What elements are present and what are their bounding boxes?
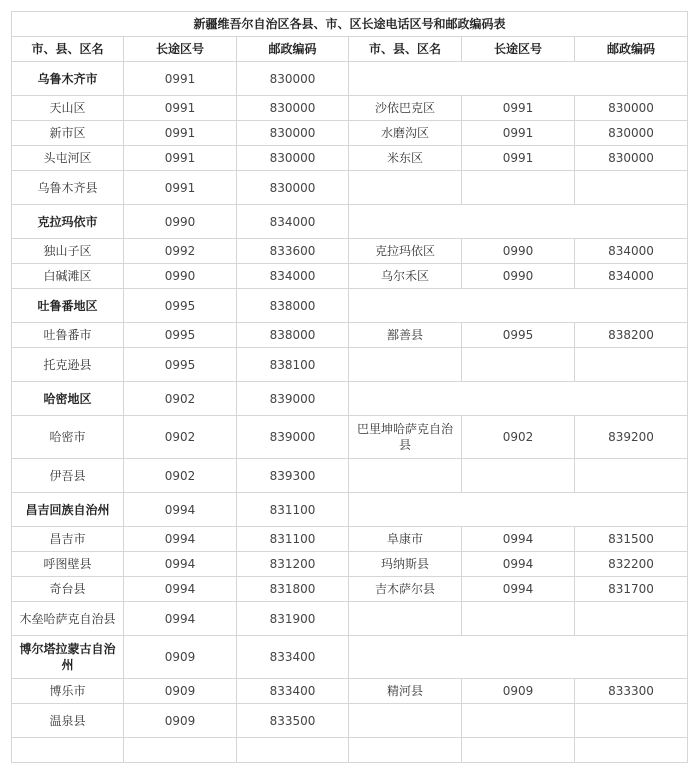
postal-code: 833300 <box>575 679 688 704</box>
area-code <box>462 704 575 738</box>
area-code <box>462 459 575 493</box>
table-row <box>12 577 688 602</box>
district-name: 温泉县 <box>12 704 124 738</box>
area-code: 0990 <box>462 239 575 264</box>
area-code: 0995 <box>124 348 237 382</box>
table-row <box>12 323 688 348</box>
district-name: 吐鲁番市 <box>12 323 124 348</box>
postal-code: 834000 <box>237 205 349 239</box>
district-name: 水磨沟区 <box>349 121 462 146</box>
table-row <box>12 171 688 205</box>
area-code <box>462 738 575 763</box>
table-row <box>12 459 688 493</box>
district-name <box>349 602 462 636</box>
area-code: 0991 <box>124 62 237 96</box>
postal-code <box>575 704 688 738</box>
postal-code <box>575 171 688 205</box>
district-name: 伊吾县 <box>12 459 124 493</box>
postal-code: 833400 <box>237 679 349 704</box>
district-name: 昌吉市 <box>12 527 124 552</box>
table-row <box>12 264 688 289</box>
table-row <box>12 416 688 459</box>
postal-code <box>575 738 688 763</box>
table-row <box>12 146 688 171</box>
postal-code: 830000 <box>237 146 349 171</box>
district-name: 巴里坤哈萨克自治县 <box>349 416 462 459</box>
table-title: 新疆维吾尔自治区各县、市、区长途电话区号和邮政编码表 <box>12 12 688 37</box>
district-name: 白碱滩区 <box>12 264 124 289</box>
area-code: 0994 <box>124 493 237 527</box>
area-code: 0995 <box>462 323 575 348</box>
district-name <box>349 348 462 382</box>
table-row <box>12 348 688 382</box>
area-code <box>124 738 237 763</box>
postal-code: 831200 <box>237 552 349 577</box>
postal-code: 831100 <box>237 527 349 552</box>
district-name: 阜康市 <box>349 527 462 552</box>
district-name: 呼图壁县 <box>12 552 124 577</box>
postal-code: 830000 <box>237 121 349 146</box>
postal-code: 838000 <box>237 289 349 323</box>
empty-cell <box>349 62 688 96</box>
postal-code: 830000 <box>237 171 349 205</box>
district-name: 新市区 <box>12 121 124 146</box>
table-row <box>12 602 688 636</box>
area-code: 0991 <box>462 146 575 171</box>
postal-code: 831500 <box>575 527 688 552</box>
district-name: 鄯善县 <box>349 323 462 348</box>
area-code <box>462 348 575 382</box>
region-name: 博尔塔拉蒙古自治州 <box>12 636 124 679</box>
header-postal-code-right: 邮政编码 <box>575 37 688 62</box>
postal-code: 838100 <box>237 348 349 382</box>
district-name <box>12 738 124 763</box>
empty-cell <box>349 636 688 679</box>
table-row <box>12 738 688 763</box>
postal-code <box>575 602 688 636</box>
area-code: 0902 <box>124 416 237 459</box>
area-code: 0990 <box>462 264 575 289</box>
region-name: 克拉玛依市 <box>12 205 124 239</box>
table-row <box>12 121 688 146</box>
district-name: 博乐市 <box>12 679 124 704</box>
postal-code: 830000 <box>237 96 349 121</box>
area-code: 0991 <box>124 171 237 205</box>
area-code: 0994 <box>462 527 575 552</box>
postal-code: 834000 <box>237 264 349 289</box>
table-row <box>12 96 688 121</box>
region-row <box>12 636 688 679</box>
area-code: 0990 <box>124 205 237 239</box>
district-name <box>349 738 462 763</box>
area-code: 0909 <box>124 679 237 704</box>
district-name: 沙依巴克区 <box>349 96 462 121</box>
district-name: 托克逊县 <box>12 348 124 382</box>
area-code: 0994 <box>124 527 237 552</box>
district-name: 头屯河区 <box>12 146 124 171</box>
area-code: 0902 <box>124 382 237 416</box>
postal-code: 839300 <box>237 459 349 493</box>
postal-code: 838200 <box>575 323 688 348</box>
header-postal-code-left: 邮政编码 <box>237 37 349 62</box>
table-row <box>12 679 688 704</box>
header-name-right: 市、县、区名 <box>349 37 462 62</box>
postal-code: 832200 <box>575 552 688 577</box>
area-code-table <box>11 11 688 763</box>
area-code: 0994 <box>462 577 575 602</box>
district-name: 精河县 <box>349 679 462 704</box>
area-code: 0992 <box>124 239 237 264</box>
empty-cell <box>349 493 688 527</box>
district-name <box>349 171 462 205</box>
area-code: 0991 <box>462 121 575 146</box>
postal-code <box>575 348 688 382</box>
postal-code: 839200 <box>575 416 688 459</box>
district-name: 独山子区 <box>12 239 124 264</box>
postal-code <box>237 738 349 763</box>
table-row <box>12 239 688 264</box>
region-name: 哈密地区 <box>12 382 124 416</box>
district-name: 克拉玛依区 <box>349 239 462 264</box>
postal-code: 839000 <box>237 416 349 459</box>
region-row <box>12 62 688 96</box>
area-code: 0909 <box>462 679 575 704</box>
postal-code: 839000 <box>237 382 349 416</box>
area-code: 0990 <box>124 264 237 289</box>
postal-code: 830000 <box>575 121 688 146</box>
district-name <box>349 459 462 493</box>
postal-code <box>575 459 688 493</box>
header-area-code-left: 长途区号 <box>124 37 237 62</box>
area-code: 0991 <box>124 121 237 146</box>
district-name: 玛纳斯县 <box>349 552 462 577</box>
postal-code: 834000 <box>575 239 688 264</box>
district-name: 乌鲁木齐县 <box>12 171 124 205</box>
area-code <box>462 602 575 636</box>
empty-cell <box>349 205 688 239</box>
area-code: 0994 <box>462 552 575 577</box>
table-row <box>12 527 688 552</box>
table-row <box>12 552 688 577</box>
area-code <box>462 171 575 205</box>
table-row <box>12 704 688 738</box>
postal-code: 834000 <box>575 264 688 289</box>
region-row <box>12 382 688 416</box>
postal-code: 831800 <box>237 577 349 602</box>
header-area-code-right: 长途区号 <box>462 37 575 62</box>
area-code: 0909 <box>124 636 237 679</box>
region-name: 乌鲁木齐市 <box>12 62 124 96</box>
postal-code: 831100 <box>237 493 349 527</box>
district-name: 米东区 <box>349 146 462 171</box>
header-row <box>12 37 688 62</box>
area-code: 0995 <box>124 323 237 348</box>
area-code: 0991 <box>462 96 575 121</box>
district-name: 木垒哈萨克自治县 <box>12 602 124 636</box>
postal-code: 833400 <box>237 636 349 679</box>
district-name: 奇台县 <box>12 577 124 602</box>
area-code: 0995 <box>124 289 237 323</box>
district-name: 天山区 <box>12 96 124 121</box>
region-name: 昌吉回族自治州 <box>12 493 124 527</box>
area-code: 0909 <box>124 704 237 738</box>
area-code: 0994 <box>124 552 237 577</box>
empty-cell <box>349 382 688 416</box>
postal-code: 838000 <box>237 323 349 348</box>
postal-code: 833600 <box>237 239 349 264</box>
district-name: 哈密市 <box>12 416 124 459</box>
postal-code: 831700 <box>575 577 688 602</box>
area-code: 0994 <box>124 602 237 636</box>
region-row <box>12 493 688 527</box>
district-name <box>349 704 462 738</box>
region-row <box>12 205 688 239</box>
empty-cell <box>349 289 688 323</box>
postal-code: 833500 <box>237 704 349 738</box>
district-name: 乌尔禾区 <box>349 264 462 289</box>
region-name: 吐鲁番地区 <box>12 289 124 323</box>
header-name-left: 市、县、区名 <box>12 37 124 62</box>
area-code: 0902 <box>462 416 575 459</box>
postal-code: 830000 <box>237 62 349 96</box>
area-code: 0994 <box>124 577 237 602</box>
area-code: 0991 <box>124 146 237 171</box>
postal-code: 830000 <box>575 96 688 121</box>
area-code: 0902 <box>124 459 237 493</box>
postal-code: 830000 <box>575 146 688 171</box>
area-code: 0991 <box>124 96 237 121</box>
district-name: 吉木萨尔县 <box>349 577 462 602</box>
postal-code: 831900 <box>237 602 349 636</box>
region-row <box>12 289 688 323</box>
